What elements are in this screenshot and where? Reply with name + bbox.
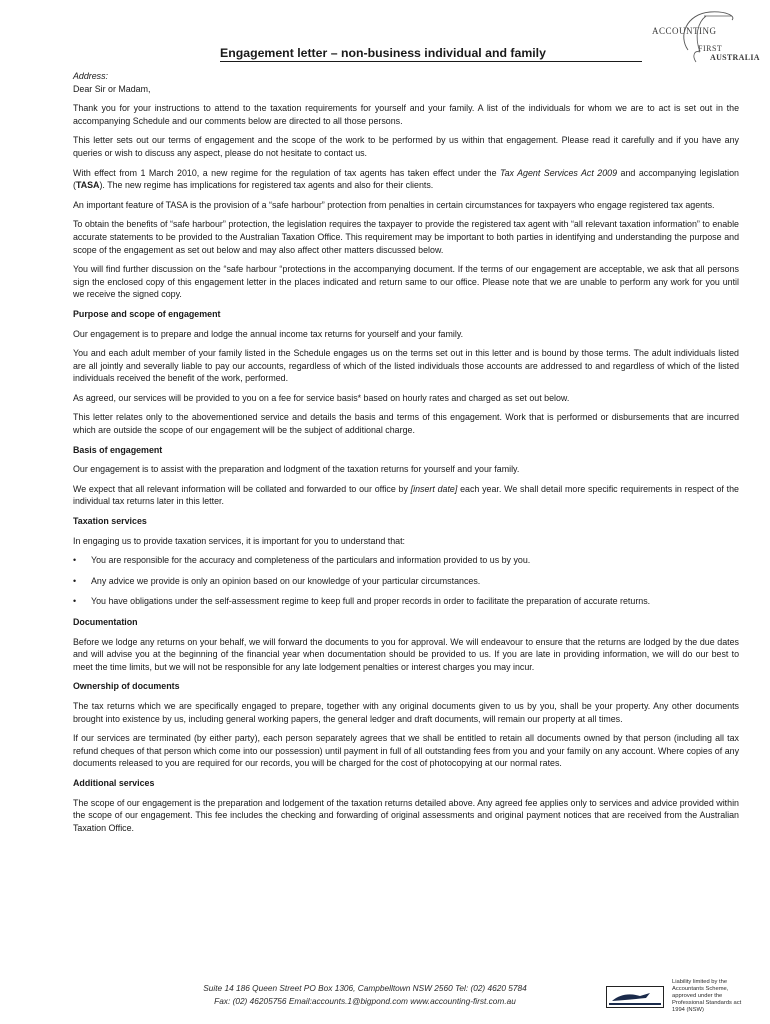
list-item: [73, 595, 739, 608]
paragraph-feature: An important feature of TASA is the provision of a “safe harbour” protection from penalties in certain circumstances for taxpayers who engage registered tax agents.: [73, 199, 715, 210]
heading-additional-services: Additional services: [73, 777, 155, 788]
paragraph-ownership-1: The tax returns which we are specifically engaged to prepare, together with any original documents given to us by you, shall be your property. Any other documents brought into existence by us, including general working papers, the general ledger and draft documents, will remain our property at all times.: [73, 700, 739, 724]
bullet-text: You are responsible for the accuracy and completeness of the particulars and information provided to us by you.: [91, 555, 531, 566]
footer-address-line: Suite 14 186 Queen Street PO Box 1306, Campbelltown NSW 2560 Tel: (02) 4620 5784: [203, 983, 527, 993]
address-label: Address:: [73, 71, 109, 81]
bullet-icon: •: [73, 575, 77, 586]
paragraph-regime: [73, 167, 739, 192]
regime-text-2: and accompanying legislation (: [73, 167, 739, 191]
accounting-first-logo: [648, 6, 758, 66]
bullet-text: Any advice we provide is only an opinion based on our knowledge of your particular circumstances.: [91, 575, 481, 586]
paragraph-basis-1: Our engagement is to assist with the preparation and lodgment of the taxation returns for yourself and your family.: [73, 464, 520, 475]
liability-line: Liability limited by the: [672, 979, 728, 985]
paragraph-discussion: You will find further discussion on the “safe harbour “protections in the accompanying document. If the terms of our engagement are acceptable, we ask that all persons sign the enclosed copy of this engagement letter in the places indicated and return same to our office. Please note that we are unable to perform any work for you until we receive the signed copy.: [73, 264, 739, 300]
footer-contact: [120, 982, 610, 1007]
basis-text-1: We expect that all relevant information will be collated and forwarded to our office by: [73, 483, 411, 494]
liability-line: approved under the: [672, 993, 723, 999]
paragraph-terms: This letter sets out our terms of engagement and the scope of the work to be performed by us within that engagement. Please read it carefully and if you have any queries or wish to discuss any aspect, please do not hesitate to contact us.: [73, 135, 739, 158]
logo-text-line2: FIRST: [698, 44, 723, 53]
heading-taxation-services: Taxation services: [73, 516, 147, 527]
professional-standards-seal-icon: [606, 986, 664, 1008]
regime-text-1: With effect from 1 March 2010, a new regime for the regulation of tax agents has taken effect under the: [73, 167, 500, 178]
bullet-icon: •: [73, 555, 77, 566]
bullet-text: You have obligations under the self-assessment regime to keep full and proper records in order to facilitate the preparation of accurate returns.: [91, 596, 651, 607]
liability-line: Accountants Scheme,: [672, 986, 729, 992]
paragraph-purpose-2: You and each adult member of your family listed in the Schedule engages us on the terms set out in this letter and is bound by those terms. The adult individuals listed are all jointly and severally liable to pay our accounts, regardless of which of the listed individuals those accounts are addressed to and regardless of which of the listed individuals received the benefit of the work, performed.: [73, 348, 739, 384]
regime-tasa-abbr: TASA: [75, 180, 100, 191]
letter-body: [73, 70, 739, 841]
heading-basis: Basis of engagement: [73, 444, 163, 455]
regime-act-name: Tax Agent Services Act 2009: [500, 167, 618, 178]
list-item: [73, 575, 739, 588]
basis-text-2: each year. We shall detail more specific requirements in respect of the individual tax returns later in this letter.: [73, 483, 739, 507]
paragraph-intro: Thank you for your instructions to attend to the taxation requirements for yourself and your family. A list of the individuals for whom we are to act is set out in the accompanying Schedule and our comments below are directed to all those persons.: [73, 103, 739, 126]
paragraph-basis-2: [73, 483, 739, 508]
paragraph-tax-intro: In engaging us to provide taxation services, it is important for you to understand that:: [73, 535, 406, 546]
paragraph-documentation: Before we lodge any returns on your behalf, we will forward the documents to you for approval. We will endeavour to ensure that the returns are lodged by the due dates and will advise you at the beginning of the financial year when documentation should be provided to us. If you are late in providing information, we will do our best to meet the time limits, but we will not be responsible for any late lodgement penalties or interest charges you may incur.: [73, 636, 739, 672]
liability-line: Professional Standards act: [672, 1000, 742, 1006]
paragraph-purpose-3: As agreed, our services will be provided to you on a fee for service basis* based on hourly rates and charged as set out below.: [73, 392, 570, 403]
heading-purpose: Purpose and scope of engagement: [73, 308, 221, 319]
paragraph-benefits: To obtain the benefits of “safe harbour” protection, the legislation requires the taxpayer to provide the registered tax agent with “all relevant taxation information” to enable accurate statements to be provided to the Australian Taxation Office. This requirement may be important to both parties in identifying and understanding the purpose and scope of the engagement as set out below and may also affect other matters discussed below.: [73, 219, 739, 255]
insert-date-placeholder: [insert date]: [410, 483, 458, 494]
tax-bullet-list: [73, 554, 739, 608]
heading-ownership: Ownership of documents: [73, 681, 180, 692]
footer-contact-line: Fax: (02) 46205756 Email:accounts.1@bigpond.com www.accounting-first.com.au: [214, 995, 516, 1006]
list-item: [73, 554, 739, 567]
paragraph-purpose-1: Our engagement is to prepare and lodge the annual income tax returns for yourself and your family.: [73, 328, 464, 339]
liability-notice: [672, 979, 752, 1014]
paragraph-additional: The scope of our engagement is the preparation and lodgement of the taxation returns detailed above. Any agreed fee applies only to services and advice provided within the scope of our engagement. This fee includes the checking and forwarding of original assessments and original payment notices that are received from the Australian Taxation Office.: [73, 797, 739, 833]
bullet-icon: •: [73, 596, 77, 607]
liability-line: 1994 (NSW): [672, 1007, 704, 1013]
paragraph-purpose-4: This letter relates only to the abovementioned service and details the basis and terms of this engagement. Work that is performed or disbursements that are incurred which are outside the scope of our engagement will be the subject of additional charge.: [73, 412, 739, 436]
salutation: Dear Sir or Madam,: [73, 83, 151, 94]
regime-text-3: ). The new regime has implications for registered tax agents and also for their clients.: [99, 180, 434, 191]
logo-text-line3: AUSTRALIA: [710, 53, 760, 62]
logo-text-line1: ACCOUNTING: [652, 26, 717, 36]
paragraph-ownership-2: If our services are terminated (by either party), each person separately agrees that we shall be entitled to retain all documents owned by that person (including all tax refund cheques of that person which come into our possession) until payment in full of all outstanding fees from you and your family on any account. Where copies of any documents released to you are required for our records, you will be charged for the cost of photocopying at our normal rates.: [73, 733, 739, 769]
letter-title: Engagement letter – non-business individual and family: [220, 46, 642, 62]
heading-documentation: Documentation: [73, 617, 138, 627]
